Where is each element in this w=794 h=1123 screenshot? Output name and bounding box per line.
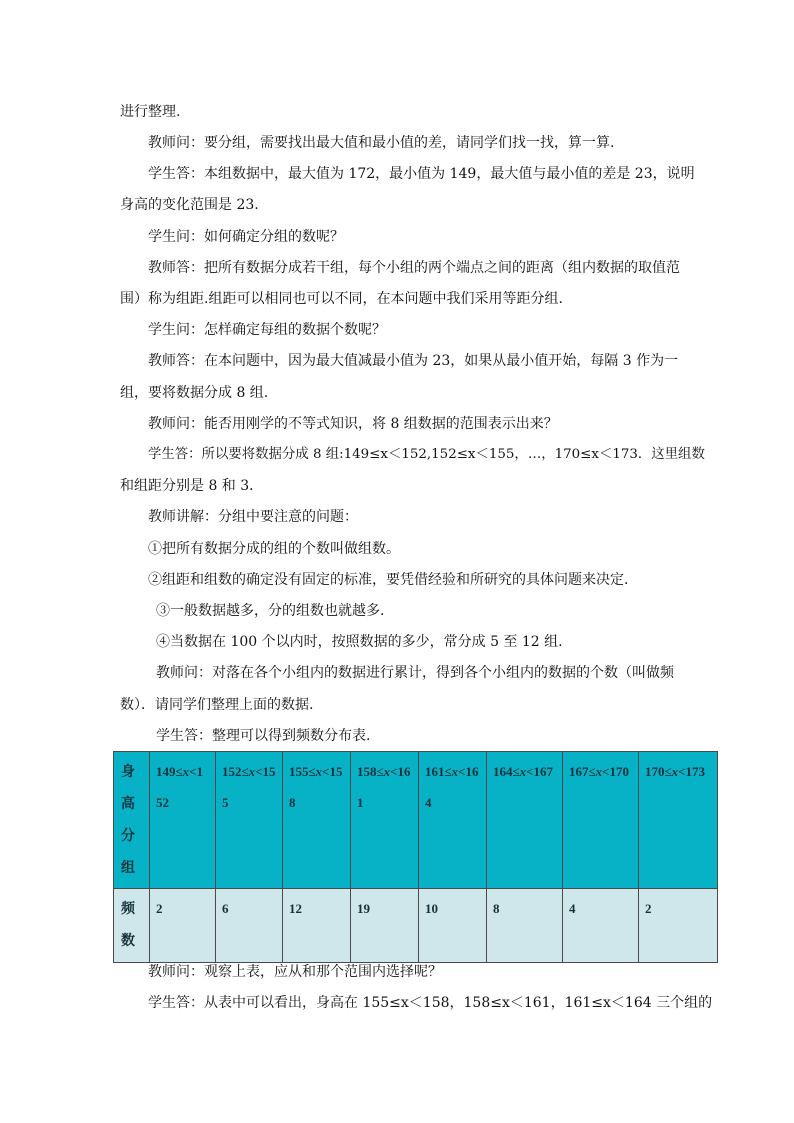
table-cell-frequency: 8 <box>487 889 563 963</box>
paragraph: 进行整理. <box>120 104 181 120</box>
paragraph: 教师问：能否用刚学的不等式知识，将 8 组数据的范围表示出来？ <box>148 416 558 432</box>
table-cell-group: 158≤x<161 <box>351 752 419 889</box>
paragraph: 身高的变化范围是 23. <box>120 197 259 213</box>
table-cell-group: 170≤x<173 <box>639 752 718 889</box>
paragraph: 数）．请同学们整理上面的数据. <box>120 697 314 713</box>
row-header-frequency: 频数 <box>114 889 150 963</box>
table-cell-group: 149≤x<152 <box>150 752 216 889</box>
paragraph: 教师答：在本问题中，因为最大值减最小值为 23，如果从最小值开始，每隔 3 作为一 <box>148 353 679 369</box>
paragraph: 学生问：如何确定分组的数呢？ <box>148 229 344 245</box>
table-cell-frequency: 6 <box>216 889 283 963</box>
paragraph: 教师讲解：分组中要注意的问题： <box>148 509 358 525</box>
table-row-frequencies <box>114 889 718 963</box>
list-item: ③一般数据越多，分的组数也就越多. <box>156 603 385 619</box>
list-item: ④当数据在 100 个以内时，按照数据的多少，常分成 5 至 12 组. <box>156 634 563 650</box>
table-row-height-groups <box>114 752 718 889</box>
table-cell-group: 167≤x<170 <box>563 752 639 889</box>
row-header-height-group: 身高分组 <box>114 752 150 889</box>
list-item: ①把所有数据分成的组的个数叫做组数。 <box>148 541 400 557</box>
table-cell-frequency: 10 <box>419 889 487 963</box>
paragraph: 和组距分别是 8 和 3． <box>120 478 264 494</box>
paragraph: 学生答：整理可以得到频数分布表. <box>156 728 371 744</box>
paragraph: 教师答：把所有数据分成若干组，每个小组的两个端点之间的距离（组内数据的取值范 <box>148 260 680 276</box>
table-cell-group: 155≤x<158 <box>283 752 351 889</box>
paragraph: 学生问：怎样确定每组的数据个数呢？ <box>148 322 386 338</box>
paragraph: 学生答：所以要将数据分成 8 组:149≤x＜152,152≤x＜155，…，170≤x＜173．这里组数 <box>148 447 705 462</box>
table-cell-group: 164≤x<167 <box>487 752 563 889</box>
table-cell-group: 161≤x<164 <box>419 752 487 889</box>
table-cell-frequency: 2 <box>639 889 718 963</box>
list-item: ②组距和组数的确定没有固定的标准，要凭借经验和所研究的具体问题来决定. <box>148 572 629 588</box>
paragraph: 教师问：对落在各个小组内的数据进行累计，得到各个小组内的数据的个数（叫做频 <box>156 665 674 681</box>
paragraph: 组，要将数据分成 8 组. <box>120 385 269 401</box>
table-cell-frequency: 19 <box>351 889 419 963</box>
table-cell-frequency: 4 <box>563 889 639 963</box>
paragraph: 学生答：从表中可以看出，身高在 155≤x＜158，158≤x＜161，161≤x＜164 三个组的 <box>148 995 713 1011</box>
frequency-distribution-table <box>113 751 718 963</box>
paragraph: 围）称为组距.组距可以相同也可以不同，在本问题中我们采用等距分组. <box>120 291 563 307</box>
table-cell-frequency: 2 <box>150 889 216 963</box>
table-cell-group: 152≤x<155 <box>216 752 283 889</box>
paragraph: 教师问：要分组，需要找出最大值和最小值的差，请同学们找一找，算一算. <box>148 135 615 151</box>
paragraph: 教师问：观察上表，应从和那个范围内选择呢？ <box>148 964 442 980</box>
paragraph: 学生答：本组数据中，最大值为 172，最小值为 149，最大值与最小值的差是 23，说明 <box>148 166 695 182</box>
table-cell-frequency: 12 <box>283 889 351 963</box>
